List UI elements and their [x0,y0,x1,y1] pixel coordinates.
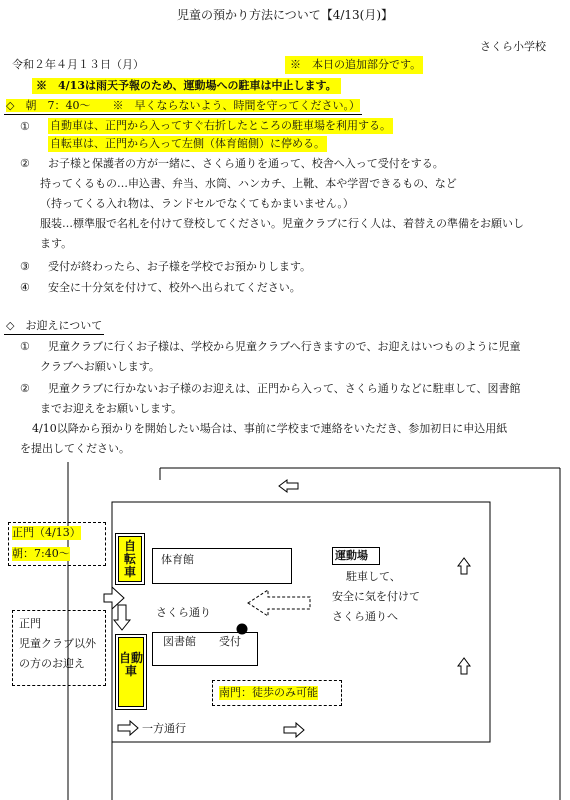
car-parking [118,637,144,707]
morning-heading-text: ◇ 朝 7：40～ ※ 早くならないよう、時間を守ってください。） [6,99,360,112]
morning-item2-line4: 服装…標準服で名札を付けて登校してください。児童クラブに行く人は、着替えの準備をお願いし [40,217,524,230]
morning-item1-line1: 自動車は、正門から入ってすぐ右折したところの駐車場を利用する。 [50,119,391,132]
seimon-callout [8,522,106,566]
playground-note-line1: 駐車して、 [346,570,401,583]
car-label: 自動車 [119,651,144,678]
gym-building [152,548,292,584]
school-map [0,440,570,800]
rain-notice: ※ 4/13は雨天予報のため、運動場への駐車は中止します。 [32,78,341,94]
pickup-item2-line2: までお迎えをお願いします。 [40,402,183,415]
pickup-item1-line2: クラブへお願いします。 [40,360,160,373]
south-gate-label: 南門：徒歩のみ可能 [219,686,318,699]
morning-heading [4,98,362,115]
document-date: 令和２年４月１３日（月） [12,58,144,71]
seimon2-line1: 正門 [19,617,41,630]
seimon2-line3: の方のお迎え [19,657,85,670]
seimon-label-line2: 朝：7:40～ [12,547,70,560]
gym-label: 体育館 [161,553,194,566]
playground-note-line3: さくら通りへ [332,610,398,623]
pickup-item2-num: ② [20,382,30,395]
playground-note-line2: 安全に気を付けて [332,590,420,603]
morning-item1-num: ① [20,120,30,133]
pickup-note-line2: を提出してください。 [20,442,130,455]
morning-item2-num: ② [20,157,30,170]
arrow-up-right-2 [458,658,470,674]
pickup-item2-line1: 児童クラブに行かないお子様のお迎えは、正門から入って、さくら通りなどに駐車して、図書館 [48,382,521,395]
morning-item3-num: ③ [20,260,30,273]
seimon2-line2: 児童クラブ以外 [19,637,96,650]
pickup-note-line1: 4/10以降から預かりを開始したい場合は、事前に学校まで連絡をいただき、参加初日に申込用紙 [32,422,508,435]
added-note: ※ 本日の追加部分です。 [285,56,423,74]
morning-item2-line1: お子様と保護者の方が一緒に、さくら通りを通って、校舎へ入って受付をする。 [48,157,444,170]
library-label: 図書館 [163,635,196,648]
reception-label: 受付 [219,635,241,648]
playground-label: 運動場 [335,549,368,562]
arrow-up-right-1 [458,558,470,574]
morning-item2-line2: 持ってくるもの…申込書、弁当、水筒、ハンカチ、上靴、本や学習できるもの、など [40,177,457,190]
morning-item4-line1: 安全に十分気を付けて、校外へ出られてください。 [48,281,301,294]
arrow-left-top [279,480,298,492]
pickup-heading: ◇ お迎えについて [4,318,104,335]
pickup-item1-line1: 児童クラブに行くお子様は、学校から児童クラブへ行きますので、お迎えはいつものように児童 [48,340,521,353]
morning-item1-line2: 自転車は、正門から入って左側（体育館側）に停める。 [50,137,325,150]
school-name: さくら小学校 [480,40,546,53]
sakura-street-label: さくら通り [156,606,211,619]
arrow-right-legend [118,721,138,735]
morning-item3-line1: 受付が終わったら、お子様を学校でお預かりします。 [48,260,312,273]
south-gate-callout [212,680,342,706]
arrow-left-large [248,590,310,616]
one-way-label: 一方通行 [142,722,186,735]
seimon-label-line1: 正門（4/13） [12,526,81,539]
library-building [152,632,258,666]
playground-box [332,547,380,565]
bicycle-label: 自転車 [123,539,136,579]
morning-item4-num: ④ [20,281,30,294]
pickup-item1-num: ① [20,340,30,353]
morning-item2-line3: （持ってくる入れ物は、ランドセルでなくてもかまいません。） [40,197,354,210]
arrow-down-gate [114,605,130,630]
bicycle-parking [118,536,142,582]
page-title: 児童の預かり方法について【4/13(月)】 [176,8,394,22]
arrow-right-bottom [284,723,304,737]
morning-item2-line5: ます。 [40,237,73,250]
seimon-pickup-callout [12,610,106,686]
